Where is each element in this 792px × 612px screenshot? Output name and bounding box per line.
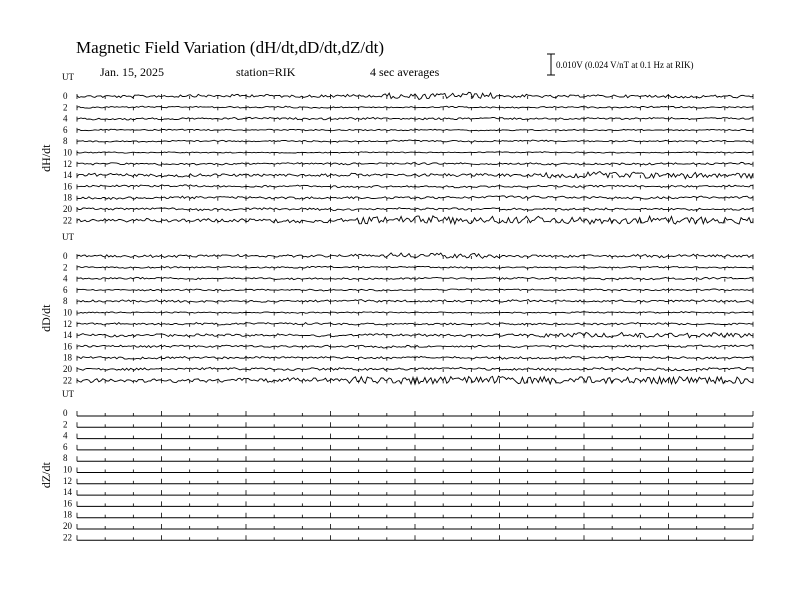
row-label: 0 (63, 91, 68, 101)
row-label: 4 (63, 430, 68, 441)
chart-title: Magnetic Field Variation (dH/dt,dD/dt,dZ/dt) (76, 38, 385, 57)
row-label: 16 (63, 181, 72, 192)
scale-bar (547, 54, 555, 75)
panel-ylabel: dZ/dt (39, 462, 53, 489)
row-label: 2 (63, 419, 68, 430)
row-label: 18 (63, 192, 72, 203)
row-label: 20 (63, 204, 72, 214)
row-label: 2 (63, 102, 68, 113)
row-label: 14 (63, 170, 72, 181)
row-label: 12 (63, 318, 72, 329)
row-label: 8 (63, 136, 68, 147)
row-label: 18 (63, 352, 72, 363)
panel-dH-dt (39, 72, 753, 225)
averaging-label: 4 sec averages (370, 65, 440, 79)
row-label: 16 (63, 498, 72, 509)
row-label: 12 (63, 475, 72, 486)
row-label: 22 (63, 215, 72, 226)
row-label: 4 (63, 273, 68, 284)
row-label: 22 (63, 375, 72, 386)
row-label: 16 (63, 341, 72, 352)
row-label: 4 (63, 113, 68, 124)
row-label: 0 (63, 408, 68, 418)
panel-ylabel: dD/dt (39, 304, 53, 332)
station-label: station=RIK (236, 65, 296, 79)
row-label: 14 (63, 330, 72, 341)
row-label: 0 (63, 251, 68, 261)
panel-ylabel: dH/dt (39, 144, 53, 172)
row-label: 6 (63, 124, 68, 135)
row-label: 12 (63, 158, 72, 169)
row-label: 14 (63, 487, 72, 498)
row-label: 10 (63, 147, 72, 158)
panel-dD-dt (39, 232, 753, 385)
row-label: 6 (63, 284, 68, 295)
row-label: 8 (63, 453, 68, 464)
row-label: 6 (63, 441, 68, 452)
row-label: 20 (63, 521, 72, 531)
row-label: 20 (63, 364, 72, 374)
row-label: 10 (63, 464, 72, 475)
row-label: 2 (63, 262, 68, 273)
ut-label: UT (62, 232, 74, 242)
ut-label: UT (62, 72, 74, 82)
row-label: 22 (63, 532, 72, 543)
ut-label: UT (62, 389, 74, 399)
scale-bar-label: 0.010V (0.024 V/nT at 0.1 Hz at RIK) (556, 60, 694, 70)
row-label: 8 (63, 296, 68, 307)
date-label: Jan. 15, 2025 (100, 65, 164, 79)
row-label: 18 (63, 509, 72, 520)
row-label: 10 (63, 307, 72, 318)
panel-dZ-dt (39, 389, 753, 542)
